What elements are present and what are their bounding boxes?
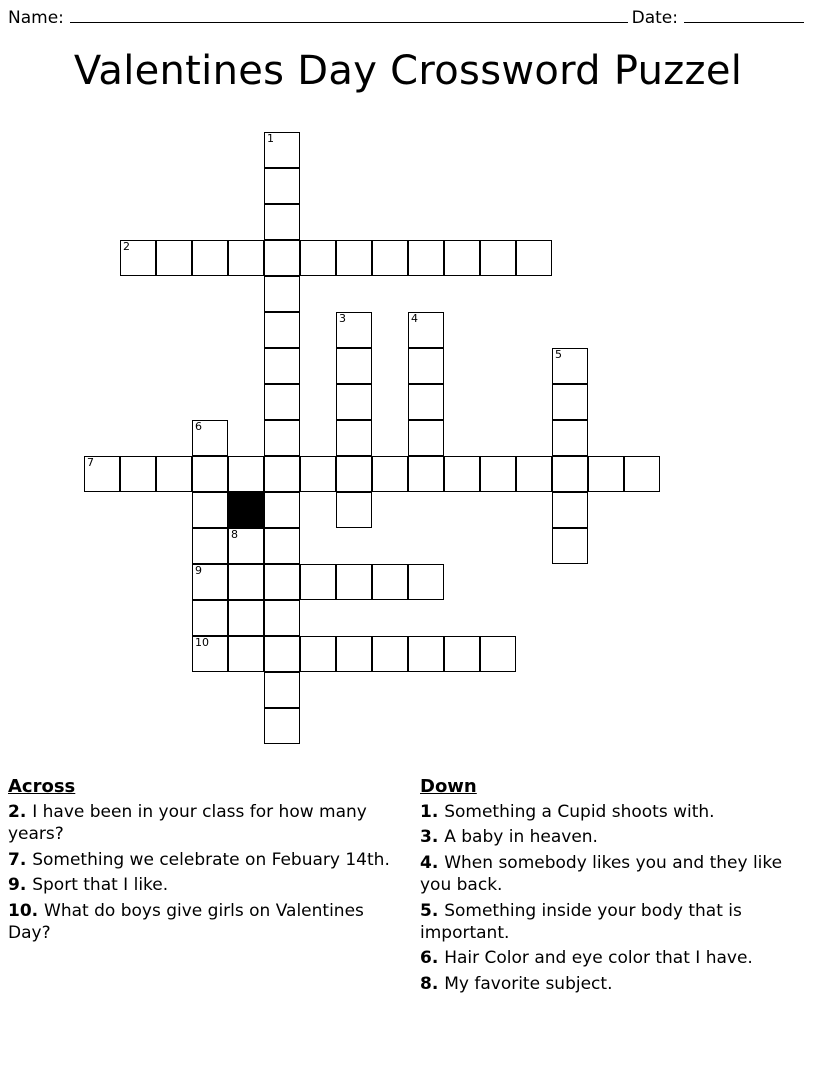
grid-cell[interactable]	[192, 420, 228, 456]
grid-cell[interactable]	[336, 564, 372, 600]
grid-cell[interactable]	[264, 600, 300, 636]
date-label: Date:	[631, 8, 678, 28]
grid-cell[interactable]	[444, 636, 480, 672]
grid-cell[interactable]	[372, 564, 408, 600]
across-clue	[8, 874, 396, 896]
grid-cell-number: 1	[267, 132, 274, 145]
grid-cell[interactable]	[264, 240, 300, 276]
across-clue-number: 10.	[8, 900, 45, 921]
grid-cell[interactable]	[264, 312, 300, 348]
grid-cell[interactable]	[228, 636, 264, 672]
grid-cell[interactable]	[444, 456, 480, 492]
grid-cell[interactable]	[264, 528, 300, 564]
grid-cell[interactable]	[408, 240, 444, 276]
grid-cell[interactable]	[372, 456, 408, 492]
grid-cell[interactable]	[264, 672, 300, 708]
grid-cell-blocked	[228, 492, 264, 528]
grid-cell[interactable]	[372, 240, 408, 276]
grid-cell[interactable]	[552, 348, 588, 384]
grid-cell[interactable]	[156, 240, 192, 276]
down-clue-number: 5.	[420, 900, 445, 921]
down-clue-text: When somebody likes you and they like you back.	[420, 852, 783, 896]
down-clue-list	[420, 801, 808, 996]
grid-cell[interactable]	[264, 420, 300, 456]
grid-cell[interactable]	[552, 492, 588, 528]
grid-cell-number: 2	[123, 240, 130, 253]
grid-cell[interactable]	[264, 708, 300, 744]
grid-cell[interactable]	[516, 456, 552, 492]
down-clue-text: A baby in heaven.	[444, 827, 598, 848]
grid-cell[interactable]	[300, 564, 336, 600]
grid-cell[interactable]	[552, 456, 588, 492]
across-clue	[8, 900, 396, 945]
grid-cell[interactable]	[264, 168, 300, 204]
across-clue	[8, 801, 396, 846]
grid-cell[interactable]	[480, 456, 516, 492]
down-heading: Down	[420, 776, 477, 797]
page-title: Valentines Day Crossword Puzzel	[73, 48, 743, 94]
grid-cell[interactable]	[336, 312, 372, 348]
grid-cell[interactable]	[336, 348, 372, 384]
grid-cell[interactable]	[300, 636, 336, 672]
grid-cell[interactable]	[192, 492, 228, 528]
across-clue-number: 7.	[8, 849, 33, 870]
grid-cell[interactable]	[552, 528, 588, 564]
grid-cell[interactable]	[588, 456, 624, 492]
grid-cell[interactable]	[480, 240, 516, 276]
grid-cell[interactable]	[552, 420, 588, 456]
across-clue-text: Sport that I like.	[32, 875, 169, 896]
grid-cell[interactable]	[264, 348, 300, 384]
clues-section	[8, 775, 808, 998]
grid-cell[interactable]	[336, 492, 372, 528]
grid-cell[interactable]	[336, 636, 372, 672]
down-clue	[420, 826, 808, 848]
grid-cell[interactable]	[264, 492, 300, 528]
down-clue	[420, 947, 808, 969]
across-column	[8, 775, 396, 998]
grid-cell[interactable]	[192, 564, 228, 600]
grid-cell[interactable]	[228, 456, 264, 492]
grid-cell[interactable]	[408, 456, 444, 492]
grid-cell[interactable]	[228, 240, 264, 276]
grid-cell-number: 8	[231, 528, 238, 541]
name-write-line	[70, 21, 628, 23]
across-clue-list	[8, 801, 396, 945]
grid-cell[interactable]	[408, 384, 444, 420]
grid-cell[interactable]	[408, 636, 444, 672]
grid-cell[interactable]	[120, 240, 156, 276]
grid-cell[interactable]	[264, 384, 300, 420]
grid-cell-number: 4	[411, 312, 418, 325]
across-clue-text: Something we celebrate on Febuary 14th.	[32, 849, 390, 870]
grid-cell[interactable]	[264, 276, 300, 312]
grid-cell[interactable]	[264, 132, 300, 168]
grid-cell[interactable]	[264, 564, 300, 600]
grid-cell[interactable]	[192, 456, 228, 492]
grid-cell[interactable]	[228, 564, 264, 600]
across-clue-number: 9.	[8, 875, 33, 896]
grid-cell[interactable]	[300, 240, 336, 276]
grid-cell[interactable]	[228, 528, 264, 564]
grid-cell-number: 10	[195, 636, 209, 649]
down-clue-number: 6.	[420, 948, 445, 969]
grid-cell[interactable]	[300, 456, 336, 492]
down-clue-number: 4.	[420, 852, 445, 873]
down-clue-text: Something a Cupid shoots with.	[444, 801, 715, 822]
grid-cell[interactable]	[156, 456, 192, 492]
grid-cell[interactable]	[408, 348, 444, 384]
down-clue-number: 1.	[420, 801, 445, 822]
grid-cell[interactable]	[336, 384, 372, 420]
grid-cell[interactable]	[120, 456, 156, 492]
grid-cell[interactable]	[372, 636, 408, 672]
grid-cell[interactable]	[264, 456, 300, 492]
down-clue	[420, 973, 808, 995]
grid-cell[interactable]	[192, 528, 228, 564]
grid-cell[interactable]	[552, 384, 588, 420]
grid-cell[interactable]	[408, 564, 444, 600]
crossword-grid-area	[0, 126, 816, 786]
name-label: Name:	[8, 8, 64, 28]
down-clue	[420, 852, 808, 897]
grid-cell-number: 6	[195, 420, 202, 433]
across-heading: Across	[8, 776, 76, 797]
down-clue	[420, 900, 808, 945]
name-date-line	[8, 8, 808, 28]
grid-cell[interactable]	[408, 312, 444, 348]
down-clue-text: Hair Color and eye color that I have.	[444, 948, 753, 969]
grid-cell[interactable]	[336, 456, 372, 492]
down-clue-number: 3.	[420, 827, 445, 848]
grid-cell[interactable]	[192, 600, 228, 636]
grid-cell[interactable]	[192, 636, 228, 672]
down-clue-text: Something inside your body that is important.	[420, 900, 742, 943]
grid-cell-number: 7	[87, 456, 94, 469]
grid-cell[interactable]	[336, 420, 372, 456]
grid-cell-number: 3	[339, 312, 346, 325]
grid-cell[interactable]	[480, 636, 516, 672]
grid-cell[interactable]	[624, 456, 660, 492]
grid-cell[interactable]	[228, 600, 264, 636]
grid-cell[interactable]	[336, 240, 372, 276]
down-column	[420, 775, 808, 998]
grid-cell[interactable]	[192, 240, 228, 276]
grid-cell-number: 5	[555, 348, 562, 361]
grid-cell[interactable]	[444, 240, 480, 276]
grid-cell[interactable]	[84, 456, 120, 492]
across-clue-text: What do boys give girls on Valentines Day?	[8, 900, 364, 943]
date-write-line	[684, 21, 804, 23]
across-clue	[8, 849, 396, 871]
grid-cell[interactable]	[408, 420, 444, 456]
grid-cell[interactable]	[264, 204, 300, 240]
down-clue-number: 8.	[420, 973, 445, 994]
grid-cell[interactable]	[264, 636, 300, 672]
grid-cell[interactable]	[516, 240, 552, 276]
across-clue-number: 2.	[8, 801, 33, 822]
down-clue	[420, 801, 808, 823]
down-clue-text: My favorite subject.	[444, 973, 613, 994]
grid-cell-number: 9	[195, 564, 202, 577]
across-clue-text: I have been in your class for how many years?	[8, 801, 367, 845]
